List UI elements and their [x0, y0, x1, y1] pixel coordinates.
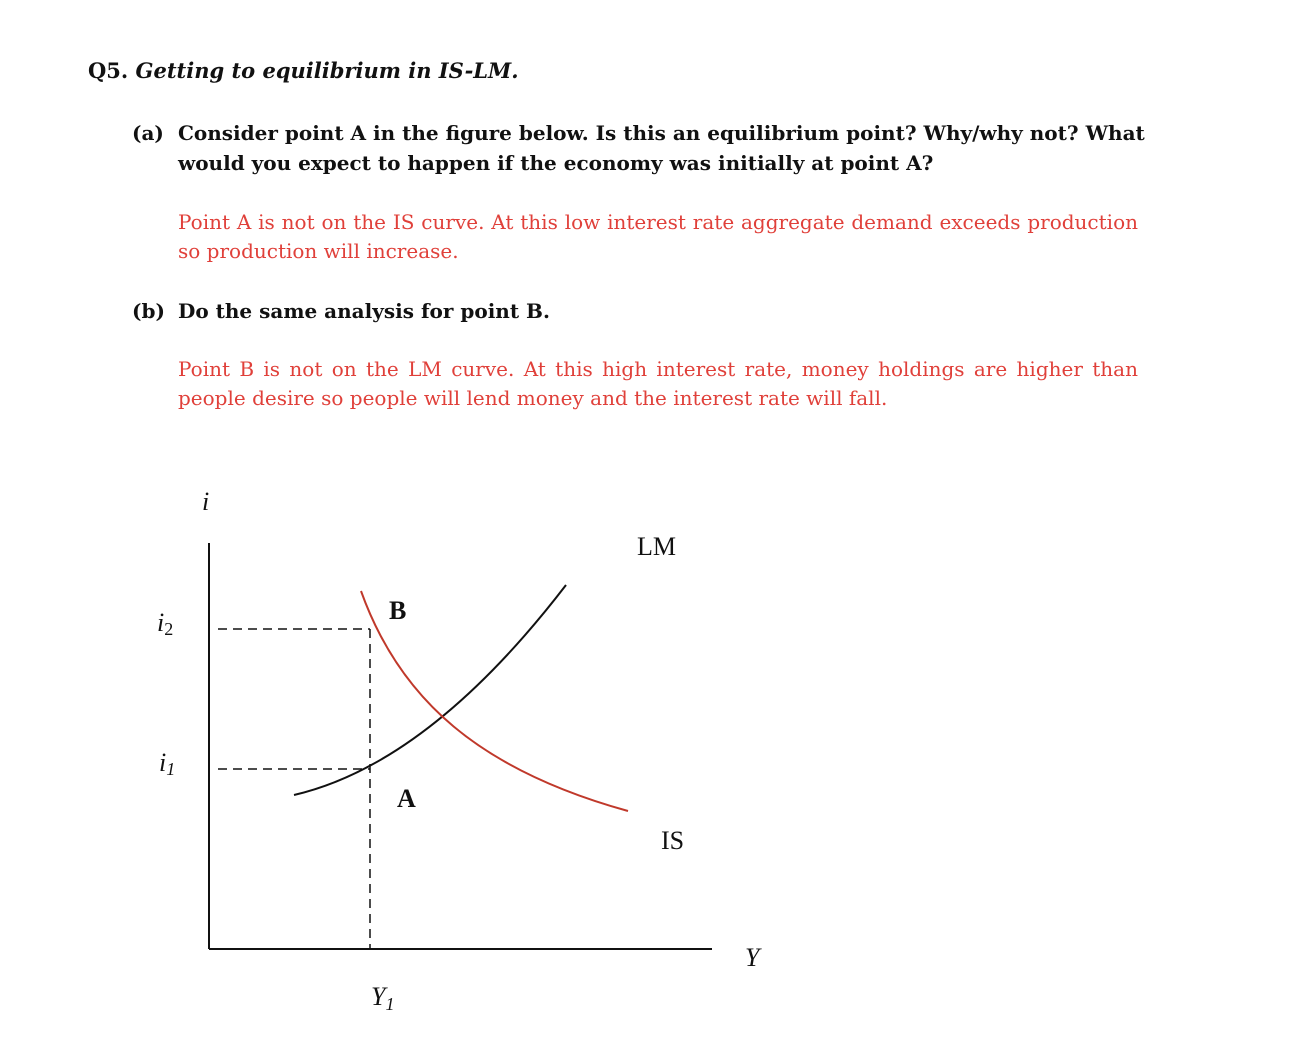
part-b-answer: Point B is not on the LM curve. At this high interest rate, money holdings are higher than people desire so people will lend money and the interest rate will fall.: [178, 357, 1138, 410]
y1-label: Y1: [371, 982, 395, 1014]
i2-label: i2: [157, 608, 174, 639]
question-text: Getting to equilibrium in IS-LM.: [135, 58, 519, 83]
part-a-label: (a): [132, 121, 164, 145]
y-axis-label: i: [202, 487, 210, 516]
part-a-question: Consider point A in the figure below. Is this an equilibrium point? Why/why not? What would you expect to happen if the economy was initially at point A?: [178, 121, 1145, 175]
x-axis-label: Y: [745, 943, 760, 972]
point-b-label: B: [389, 596, 407, 625]
is-label: IS: [661, 826, 685, 855]
point-a-label: A: [397, 784, 416, 813]
i1-label: i1: [159, 748, 176, 779]
lm-curve: [294, 585, 566, 795]
question-number: Q5.: [88, 58, 129, 83]
part-b-label: (b): [132, 299, 165, 323]
part-a-answer: Point A is not on the IS curve. At this low interest rate aggregate demand exceeds production so production will increase.: [178, 210, 1138, 263]
part-b-question: Do the same analysis for point B.: [178, 299, 550, 323]
lm-label: LM: [637, 532, 676, 561]
